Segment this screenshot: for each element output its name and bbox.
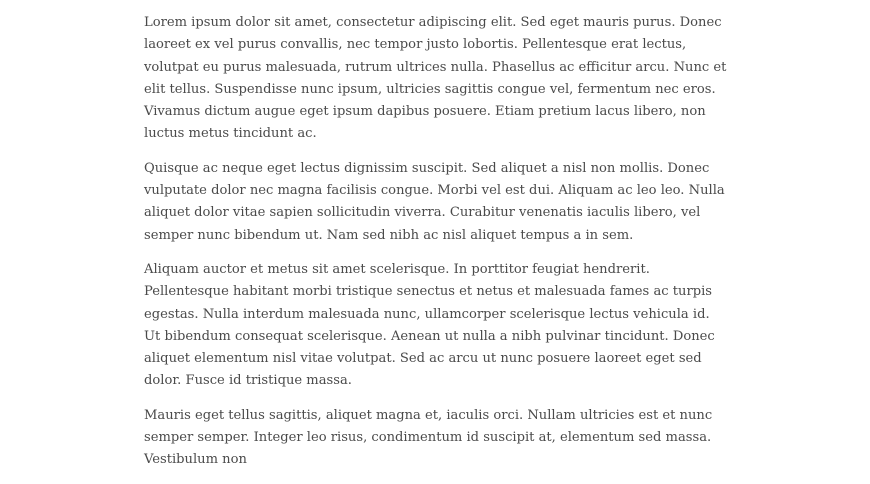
paragraph-1: Lorem ipsum dolor sit amet, consectetur adipiscing elit. Sed eget mauris purus. Donec laoreet ex vel purus convallis, nec tempor justo lobortis. Pellentesque erat lectus, volutpat eu purus malesuada, rutrum ultrices nulla. Phasellus ac efficitur arcu. Nunc et elit tellus. Suspendisse nunc ipsum, ultricies sagittis congue vel, fermentum nec eros. Vivamus dictum augue eget ipsum dapibus posuere. Etiam pretium lacus libero, non luctus metus tincidunt ac. xyxy=(144,15,727,142)
paragraph-4: Mauris eget tellus sagittis, aliquet magna et, iaculis orci. Nullam ultricies est et nunc semper semper. Integer leo risus, condimentum id suscipit at, elementum sed massa. Vestibulum non xyxy=(144,407,713,468)
paragraph-2: Quisque ac neque eget lectus dignissim suscipit. Sed aliquet a nisl non mollis. Donec vulputate dolor nec magna facilisis congue. Morbi vel est dui. Aliquam ac leo leo. Nulla aliquet dolor vitae sapien sollicitudin viverra. Curabitur venenatis iaculis libero, vel semper nunc bibendum ut. Nam sed nibh ac nisl aliquet tempus a in sem. xyxy=(144,160,725,243)
article-body xyxy=(144,12,728,484)
paragraph-3: Aliquam auctor et metus sit amet scelerisque. In porttitor feugiat hendrerit. Pellentesque habitant morbi tristique senectus et netus et malesuada fames ac turpis egestas. Nulla interdum malesuada nunc, ullamcorper scelerisque lectus vehicula id. Ut bibendum consequat scelerisque. Aenean ut nulla a nibh pulvinar tincidunt. Donec aliquet elementum nisl vitae volutpat. Sed ac arcu ut nunc posuere laoreet eget sed dolor. Fusce id tristique massa. xyxy=(144,261,715,389)
